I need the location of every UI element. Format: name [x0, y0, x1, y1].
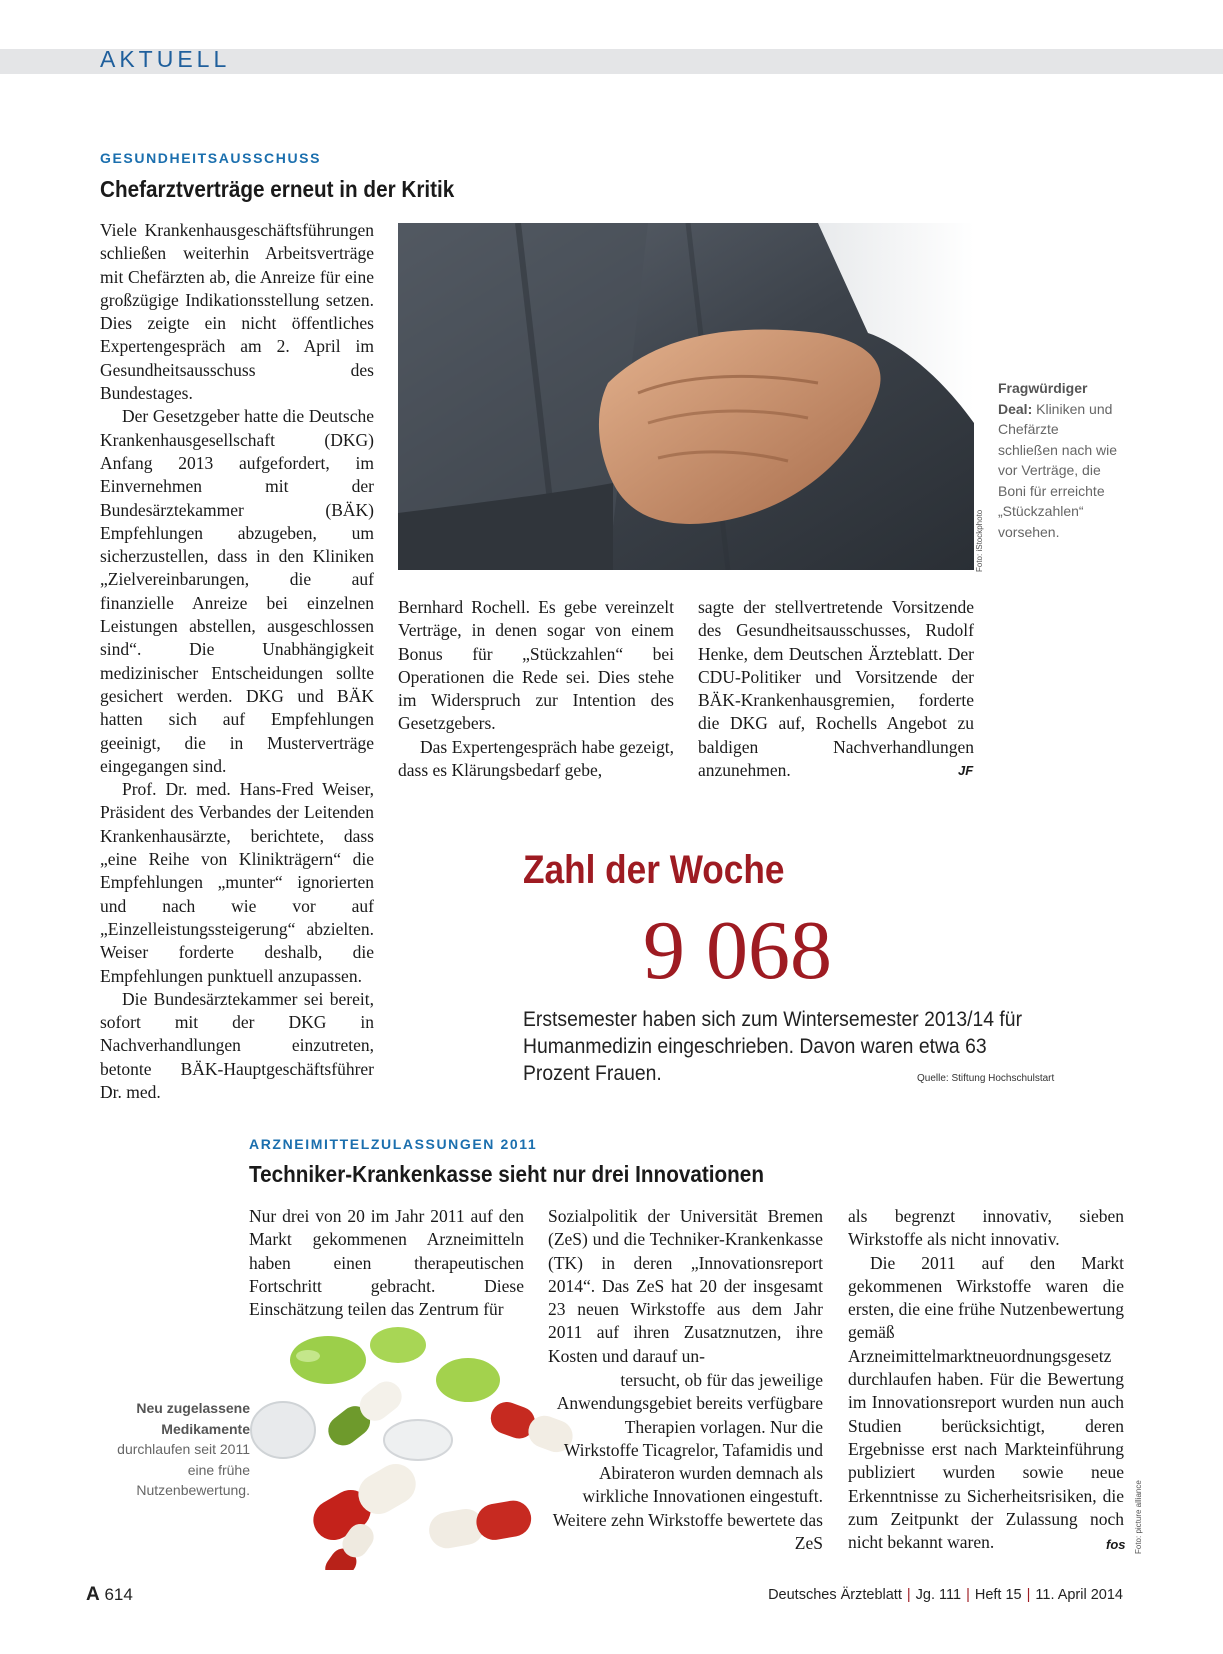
article1-paragraph: Das Expertengespräch habe gezeigt, dass es Klärungsbedarf gebe, [398, 736, 674, 781]
article1-kicker: GESUNDHEITSAUSSCHUSS [100, 150, 322, 166]
article1-paragraph: sagte der stellvertretende Vorsitzende des Gesundheitsausschusses, Rudolf Henke, dem Deutschen Ärzteblatt. Der CDU-Politiker und Vorsitzende der BÄK-Krankenhausgremien, forderte die DKG auf, Rochells Angebot zu baldigen Nachverhandlungen anzunehmen. [698, 597, 974, 781]
article1-caption-bold: Fragwürdiger Deal: [998, 380, 1088, 417]
zahl-der-woche-text: Erstsemester haben sich zum Wintersemester 2013/14 für Humanmedizin eingeschrieben. Davon waren etwa 63 Prozent Frauen. [523, 1007, 1023, 1085]
date: 11. April 2014 [1035, 1587, 1123, 1603]
volume: Jg. 111 [915, 1587, 962, 1603]
article2-paragraph: als begrenzt innovativ, sieben Wirkstoffe als nicht innovativ. [848, 1206, 1124, 1250]
section-label: AKTUELL [100, 46, 231, 72]
article2-photo-credit: Foto: picture alliance [1134, 1480, 1143, 1554]
article2-column-2-top [548, 1205, 823, 1368]
article2-author: fos [1106, 1537, 1126, 1552]
article1-paragraph: Prof. Dr. med. Hans-Fred Weiser, Präsident des Verbandes der Leitenden Krankenhausärzte, berichtete, dass „eine Reihe von Klinikträgern“ die Empfehlungen „munter“ ignorierten und nach wie vor auf „Einzelleistungssteigerung“ abzielten. Weiser forderte deshalb, die Empfehlungen punktuell anzupassen. [100, 779, 374, 986]
footer-separator: | [906, 1587, 911, 1603]
article2-caption [100, 1398, 250, 1501]
article2-caption-bold: Neu zugelassene Medikamente [136, 1400, 250, 1437]
page-prefix: A [86, 1584, 100, 1605]
article2-paragraph: Sozialpolitik der Universität Bremen (ZeS) und die Techniker-Krankenkasse (TK) in deren „Innovationsreport 2014“. Das ZeS hat 20 der insgesamt 23 neuen Wirkstoffe aus dem Jahr 2011 auf ihren Zusatznutzen, ihre Kosten und darauf un- [548, 1206, 823, 1366]
article1-caption [998, 378, 1118, 542]
pills-photo [248, 1320, 578, 1570]
article2-column-1 [249, 1205, 524, 1321]
article1-paragraph: Bernhard Rochell. Es gebe vereinzelt Verträge, in denen sogar von einem Bonus für „Stückzahlen“ bei Operationen die Rede sei. Dies stehe im Widerspruch zur Intention des Gesetzgebers. [398, 597, 674, 734]
article1-headline: Chefarztverträge erneut in der Kritik [100, 176, 455, 202]
article2-paragraph: Die 2011 auf den Markt gekommenen Wirkstoffe waren die ersten, die eine frühe Nutzenbewertung gemäß Arzneimittelmarktneuordnungsgesetz durchlaufen haben. Für die Bewertung im Innovationsreport wurden nun auch Studien berücksichtigt, deren Ergebnisse erst nach Markteinführung publiziert wurden sowie neue Erkenntnisse zu Sicherheitsrisiken, die zum Zeitpunkt der Zulassung noch nicht bekannt waren. [848, 1252, 1124, 1553]
footer-meta [768, 1587, 1123, 1603]
footer-separator: | [966, 1587, 970, 1603]
journal-name: Deutsches Ärzteblatt [768, 1587, 902, 1603]
zahl-der-woche-number: 9 068 [643, 904, 832, 997]
article1-column-2 [398, 596, 674, 782]
article2-column-3 [848, 1205, 1124, 1554]
article2-column-2-bottom [548, 1369, 823, 1555]
article2-headline: Techniker-Krankenkasse sieht nur drei Innovationen [249, 1161, 764, 1187]
handshake-photo [398, 223, 974, 570]
handshake-illustration [398, 223, 974, 570]
article1-paragraph: Viele Krankenhausgeschäftsführungen schließen weiterhin Arbeitsverträge mit Chefärzten ab, die Anreize für eine großzügige Indikationsstellung setzen. Dies zeigte ein nicht öffentliches Expertengespräch am 2. April im Gesundheitsausschuss des Bundestages. [100, 220, 374, 404]
article1-paragraph: Der Gesetzgeber hatte die Deutsche Krankenhausgesellschaft (DKG) Anfang 2013 aufgefordert, im Einvernehmen mit der Bundesärztekammer (BÄK) Empfehlungen abzugeben, um sicherzustellen, dass in den Kliniken „Zielvereinbarungen, die auf finanzielle Anreize bei einzelnen Leistungen abstellen, ausgeschlossen sind“. Die Unabhängigkeit medizinischer Entscheidungen sollte gesichert werden. DKG und BÄK hatten sich auf Empfehlungen geeinigt, die in Musterverträge eingegangen sind. [100, 406, 374, 776]
footer-separator: | [1026, 1587, 1031, 1603]
article2-kicker: ARZNEIMITTELZULASSUNGEN 2011 [249, 1136, 538, 1152]
zahl-der-woche-title: Zahl der Woche [523, 848, 785, 892]
page-number [86, 1584, 133, 1606]
article1-author: JF [958, 763, 974, 778]
article2-paragraph: tersucht, ob für das jeweilige Anwendungsgebiet bereits verfügbare Therapien vorlagen. Nur die Wirkstoffe Ticagrelor, Tafamidis und Abirateron wurden demnach als wirkliche Innovationen eingestuft. Weitere zehn Wirkstoffe bewertete das ZeS [552, 1370, 823, 1554]
zahl-der-woche-source: Quelle: Stiftung Hochschulstart [917, 1073, 1055, 1084]
article1-column-3 [698, 596, 974, 782]
article2-caption-text: durchlaufen seit 2011 eine frühe Nutzenbewertung. [117, 1441, 250, 1498]
issue: Heft 15 [974, 1587, 1022, 1603]
pills-illustration [248, 1320, 578, 1570]
article2-paragraph: Nur drei von 20 im Jahr 2011 auf den Markt gekommenen Arzneimitteln haben einen therapeutischen Fortschritt gebracht. Diese Einschätzung teilen das Zentrum für [249, 1206, 524, 1320]
article1-photo-credit: Foto: iStockphoto [975, 509, 984, 572]
article1-caption-text: Kliniken und Chefärzte schließen nach wie vor Verträge, die Boni für erreichte „Stückzahlen“ vorsehen. [998, 400, 1118, 540]
page-number-value: 614 [104, 1585, 133, 1604]
article1-column-1 [100, 219, 374, 1104]
article1-paragraph: Die Bundesärztekammer sei bereit, sofort mit der DKG in Nachverhandlungen einzutreten, betonte BÄK-Hauptgeschäftsführer Dr. med. [100, 988, 374, 1102]
